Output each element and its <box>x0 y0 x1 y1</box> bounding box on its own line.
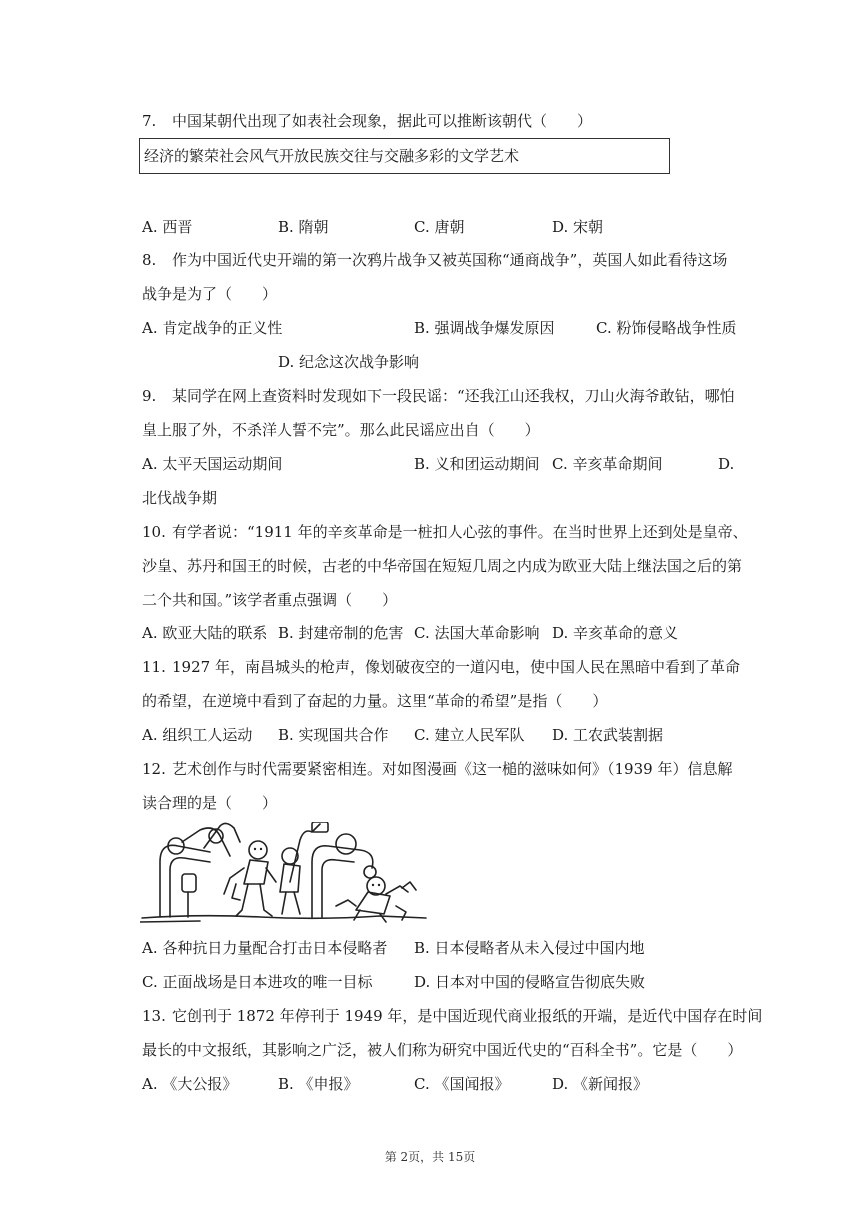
option-d: D. 《新闻报》 <box>552 1075 649 1093</box>
option-a: A. 各种抗日力量配合打击日本侵略者 <box>142 939 388 957</box>
question-number: 9. <box>142 387 157 405</box>
question-12-stem: 12. 艺术创作与时代需要紧密相连。对如图漫画《这一槌的滋味如何》（1939 年）信息解 <box>142 760 733 778</box>
option-d: D. 工农武装割据 <box>552 726 664 744</box>
option-d: D. 辛亥革命的意义 <box>552 624 679 642</box>
question-11-stem-cont: 的希望，在逆境中看到了奋起的力量。这里“革命的希望”是指（ ） <box>142 692 608 710</box>
question-8-stem: 8. 作为中国近代史开端的第一次鸦片战争又被英国称“通商战争”，英国人如此看待这场 <box>142 251 728 269</box>
option-b: B. 强调战争爆发原因 <box>414 319 555 337</box>
option-b: B. 日本侵略者从未入侵过中国内地 <box>414 939 645 957</box>
question-11-stem: 11. 1927 年，南昌城头的枪声，像划破夜空的一道闪电，使中国人民在黑暗中看到了革命 <box>142 658 740 676</box>
option-c: C. 正面战场是日本进攻的唯一目标 <box>142 973 373 991</box>
option-d: D. <box>718 455 735 473</box>
question-9-stem-cont: 皇上服了外，不杀洋人誓不完”。那么此民谣应出自（ ） <box>142 421 540 439</box>
question-13-stem: 13. 它创刊于 1872 年停刊于 1949 年，是中国近现代商业报纸的开端，是近代中国存在时间 <box>142 1007 763 1025</box>
question-7-stem: 7. 中国某朝代出现了如表社会现象，据此可以推断该朝代（ ） <box>142 112 593 130</box>
option-d: D. 日本对中国的侵略宣告彻底失败 <box>414 973 646 991</box>
option-c: C. 建立人民军队 <box>414 726 525 744</box>
question-7-table: 经济的繁荣社会风气开放民族交往与交融多彩的文学艺术 <box>139 138 670 174</box>
question-number: 12. <box>142 760 166 778</box>
option-c: C. 辛亥革命期间 <box>552 455 663 473</box>
page-footer: 第 2页，共 15页 <box>384 1150 476 1164</box>
option-a: A. 欧亚大陆的联系 <box>142 624 268 642</box>
option-a: A. 西晋 <box>142 218 193 236</box>
option-b: B. 隋朝 <box>278 218 329 236</box>
question-number: 8. <box>142 251 157 269</box>
option-a: A. 组织工人运动 <box>142 726 253 744</box>
question-number: 11. <box>142 658 166 676</box>
question-12-stem-cont: 读合理的是（ ） <box>142 794 278 812</box>
option-c: C. 唐朝 <box>414 218 465 236</box>
question-9-stem: 9. 某同学在网上查资料时发现如下一段民谣：“还我江山还我权，刀山火海爷敢钻，哪怕 <box>142 387 735 405</box>
option-c: C. 《国闻报》 <box>414 1075 510 1093</box>
question-8-stem-cont: 战争是为了（ ） <box>142 285 278 303</box>
question-10-stem-cont: 沙皇、苏丹和国王的时候，古老的中华帝国在短短几周之内成为欧亚大陆上继法国之后的第 <box>142 557 743 575</box>
question-number: 7. <box>142 112 157 130</box>
option-c: C. 粉饰侵略战争性质 <box>596 319 737 337</box>
question-10-stem: 10. 有学者说：“1911 年的辛亥革命是一桩扣人心弦的事件。在当时世界上还到处是皇帝、 <box>142 523 748 541</box>
option-d: D. 纪念这次战争影响 <box>278 353 420 371</box>
option-a: A. 太平天国运动期间 <box>142 455 283 473</box>
cartoon-illustration <box>140 822 428 924</box>
option-d-text: 北伐战争期 <box>142 489 218 507</box>
option-c: C. 法国大革命影响 <box>414 624 540 642</box>
question-number: 13. <box>142 1007 166 1025</box>
question-13-stem-cont: 最长的中文报纸，其影响之广泛，被人们称为研究中国近代史的“百科全书”。它是（ ） <box>142 1041 743 1059</box>
option-b: B. 封建帝制的危害 <box>278 624 404 642</box>
option-d: D. 宋朝 <box>552 218 604 236</box>
question-10-stem-cont: 二个共和国。”该学者重点强调（ ） <box>142 591 398 609</box>
option-b: B. 实现国共合作 <box>278 726 389 744</box>
question-number: 10. <box>142 523 166 541</box>
option-a: A. 《大公报》 <box>142 1075 238 1093</box>
option-b: B. 《申报》 <box>278 1075 359 1093</box>
option-b: B. 义和团运动期间 <box>414 455 540 473</box>
option-a: A. 肯定战争的正义性 <box>142 319 283 337</box>
